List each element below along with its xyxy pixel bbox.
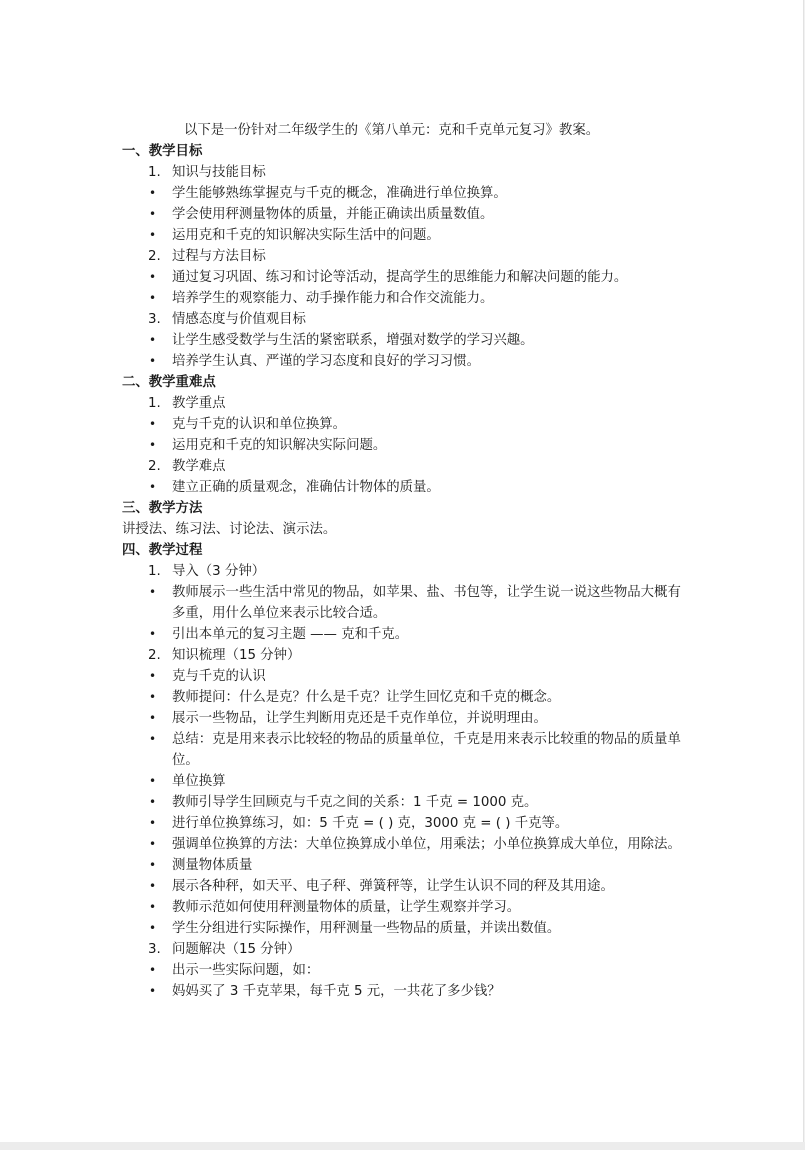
item-text: 建立正确的质量观念，准确估计物体的质量。 (172, 480, 440, 495)
item-text: 通过复习巩固、练习和讨论等活动，提高学生的思维能力和解决问题的能力。 (172, 270, 628, 285)
bullet-icon: • (149, 291, 157, 305)
bullet-icon: • (149, 669, 157, 683)
item-text: 教师展示一些生活中常见的物品，如苹果、盐、书包等，让学生说一说这些物品大概有多重，用什么单位来表示比较合适。 (172, 585, 681, 621)
item-text: 学生能够熟练掌握克与千克的概念，准确进行单位换算。 (172, 186, 507, 201)
bullet-icon: • (149, 774, 157, 788)
bullet-icon: • (149, 963, 157, 977)
bullet-item (122, 666, 692, 687)
item-text: 引出本单元的复习主题 —— 克和千克。 (172, 627, 409, 642)
bullet-item (122, 918, 692, 939)
bullet-icon: • (149, 795, 157, 809)
bullet-icon: • (149, 228, 157, 242)
bullet-item (122, 876, 692, 897)
bullet-icon: • (149, 732, 157, 746)
bullet-icon: • (149, 417, 157, 431)
item-text: 强调单位换算的方法：大单位换算成小单位，用乘法；小单位换算成大单位，用除法。 (172, 837, 681, 852)
bullet-item (122, 351, 692, 372)
bullet-item (122, 435, 692, 456)
bullet-icon: • (149, 879, 157, 893)
bullet-item (122, 582, 692, 624)
bullet-item (122, 834, 692, 855)
item-number: 1. (148, 165, 161, 180)
item-text: 教师引导学生回顾克与千克之间的关系：1 千克 = 1000 克。 (172, 795, 538, 810)
bullet-icon: • (149, 837, 157, 851)
bullet-item (122, 183, 692, 204)
section-heading: 一、教学目标 (122, 144, 203, 159)
numbered-item (122, 162, 692, 183)
bullet-item (122, 771, 692, 792)
item-text: 导入（3 分钟） (172, 564, 266, 579)
item-text: 运用克和千克的知识解决实际问题。 (172, 438, 387, 453)
item-number: 1. (148, 564, 161, 579)
bullet-item (122, 960, 692, 981)
bullet-icon: • (149, 711, 157, 725)
item-text: 学会使用秤测量物体的质量，并能正确读出质量数值。 (172, 207, 494, 222)
item-text: 让学生感受数学与生活的紧密联系，增强对数学的学习兴趣。 (172, 333, 534, 348)
bullet-icon: • (149, 585, 157, 599)
bullet-icon: • (149, 207, 157, 221)
item-text: 问题解决（15 分钟） (172, 942, 301, 957)
item-text: 测量物体质量 (172, 858, 253, 873)
bullet-icon: • (149, 354, 157, 368)
bullet-item (122, 288, 692, 309)
bullet-icon: • (149, 858, 157, 872)
item-number: 2. (148, 648, 161, 663)
bullet-item (122, 204, 692, 225)
item-number: 3. (148, 942, 161, 957)
numbered-item (122, 561, 692, 582)
bullet-item (122, 792, 692, 813)
paragraph: 讲授法、练习法、讨论法、演示法。 (122, 522, 337, 537)
item-text: 展示一些物品，让学生判断用克还是千克作单位，并说明理由。 (172, 711, 547, 726)
item-text: 教学重点 (172, 396, 226, 411)
bullet-item (122, 414, 692, 435)
numbered-item (122, 246, 692, 267)
bullet-item (122, 981, 692, 1002)
item-text: 培养学生认真、严谨的学习态度和良好的学习习惯。 (172, 354, 480, 369)
numbered-item (122, 309, 692, 330)
item-text: 总结：克是用来表示比较轻的物品的质量单位，千克是用来表示比较重的物品的质量单位。 (172, 732, 681, 768)
item-number: 1. (148, 396, 161, 411)
item-text: 进行单位换算练习，如：5 千克 = ( ) 克，3000 克 = ( ) 千克等。 (172, 816, 569, 831)
bullet-icon: • (149, 921, 157, 935)
item-text: 展示各种秤，如天平、电子秤、弹簧秤等，让学生认识不同的秤及其用途。 (172, 879, 614, 894)
bullet-item (122, 225, 692, 246)
bullet-icon: • (149, 900, 157, 914)
bullet-icon: • (149, 984, 157, 998)
bullet-icon: • (149, 816, 157, 830)
item-text: 运用克和千克的知识解决实际生活中的问题。 (172, 228, 440, 243)
numbered-item (122, 456, 692, 477)
item-text: 知识梳理（15 分钟） (172, 648, 301, 663)
item-text: 出示一些实际问题，如： (172, 963, 320, 978)
bullet-icon: • (149, 270, 157, 284)
bullet-icon: • (149, 186, 157, 200)
lesson-plan-body (122, 120, 692, 1002)
item-text: 妈妈买了 3 千克苹果，每千克 5 元，一共花了多少钱？ (172, 984, 501, 999)
bullet-item (122, 624, 692, 645)
bullet-icon: • (149, 480, 157, 494)
item-text: 教师示范如何使用秤测量物体的质量，让学生观察并学习。 (172, 900, 521, 915)
item-number: 2. (148, 459, 161, 474)
item-number: 3. (148, 312, 161, 327)
item-number: 2. (148, 249, 161, 264)
item-text: 培养学生的观察能力、动手操作能力和合作交流能力。 (172, 291, 494, 306)
bullet-item (122, 330, 692, 351)
bullet-icon: • (149, 438, 157, 452)
section-heading: 二、教学重难点 (122, 375, 216, 390)
numbered-item (122, 939, 692, 960)
bullet-item (122, 813, 692, 834)
numbered-item (122, 393, 692, 414)
bullet-icon: • (149, 690, 157, 704)
bullet-item (122, 897, 692, 918)
bullet-item (122, 855, 692, 876)
item-text: 过程与方法目标 (172, 249, 266, 264)
item-text: 教师提问：什么是克？什么是千克？让学生回忆克和千克的概念。 (172, 690, 561, 705)
bullet-icon: • (149, 627, 157, 641)
bullet-icon: • (149, 333, 157, 347)
item-text: 情感态度与价值观目标 (172, 312, 306, 327)
bullet-item (122, 729, 692, 771)
bullet-item (122, 687, 692, 708)
item-text: 克与千克的认识 (172, 669, 266, 684)
section-heading: 四、教学过程 (122, 543, 203, 558)
bullet-item (122, 708, 692, 729)
item-text: 学生分组进行实际操作，用秤测量一些物品的质量，并读出数值。 (172, 921, 561, 936)
viewer-background (0, 1142, 805, 1150)
item-text: 克与千克的认识和单位换算。 (172, 417, 347, 432)
item-text: 单位换算 (172, 774, 226, 789)
numbered-item (122, 645, 692, 666)
intro-paragraph: 以下是一份针对二年级学生的《第八单元：克和千克单元复习》教案。 (184, 123, 600, 138)
bullet-item (122, 477, 692, 498)
item-text: 知识与技能目标 (172, 165, 266, 180)
item-text: 教学难点 (172, 459, 226, 474)
bullet-item (122, 267, 692, 288)
section-heading: 三、教学方法 (122, 501, 203, 516)
